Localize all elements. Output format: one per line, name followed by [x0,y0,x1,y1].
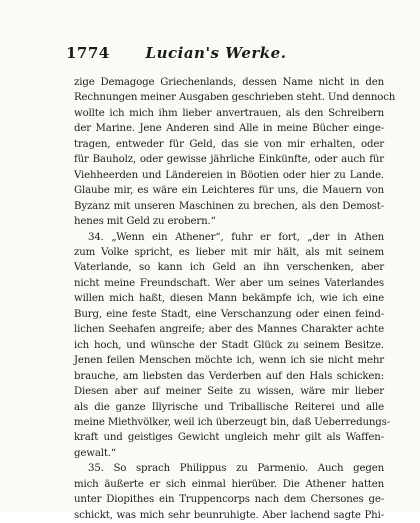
text-line: Viehheerden und Ländereien in Böotien oder hier zu Lande. [74,169,384,181]
text-line: unter Diopithes ein Truppencorps nach dem Chersones ge- [74,494,384,506]
text-line: nicht meine Freundschaft. Wer aber um seines Vaterlandes [74,277,384,289]
page-number: 1774 [66,44,110,62]
text-line: für Bauholz, oder gewisse jährliche Einkünfte, oder auch für [74,154,384,166]
text-line: Diesen aber auf meiner Seite zu wissen, wäre mir lieber [74,386,384,398]
text-line: Glaube mir, es wäre ein Leichteres für uns, die Mauern von [74,185,384,197]
text-line: der Marine. Jene Anderen sind Alle in meine Bücher einge- [74,123,384,135]
running-title: Lucian's Werke. [145,44,287,62]
text-line: mich äußerte er sich einmal hierüber. Die Athener hatten [74,478,384,490]
paragraph-35 [74,461,384,523]
text-line: Byzanz mit unseren Maschinen zu brechen, als den Demost- [74,200,384,212]
paragraph-34 [74,230,391,462]
text-line: lichen Seehafen angreife; aber des Mannes Charakter achte [74,324,384,336]
text-line: meine Miethvölker, weil ich überzeugt bin, daß Ueberredungs- [74,416,391,428]
text-line: brauche, am liebsten das Verderben auf den Hals schicken: [74,370,384,382]
text-line: zum Volke spricht, es lieber mit mir hält, als mit seinem [74,246,384,258]
text-line: tragen, entweder für Geld, das sie von mir erhalten, oder [74,138,384,150]
page-header [66,44,366,66]
text-line: Burg, eine feste Stadt, eine Verschanzung oder einen feind- [74,308,384,320]
text-line: wollte ich mich ihm lieber anvertrauen, als den Schreibern [74,107,384,119]
text-line: kraft und geistiges Gewicht ungleich mehr gilt als Waffen- [74,432,384,444]
text-line: schickt, was mich sehr beunruhigte. Aber lachend sagte Phi- [74,509,384,521]
text-line: willen mich haßt, diesen Mann bekämpfe ich, wie ich eine [74,293,384,305]
text-line: gewalt.“ [74,447,116,459]
text-line: 34. „Wenn ein Athener“, fuhr er fort, „der in Athen [88,231,384,243]
body-text [74,75,396,523]
text-line: als die ganze Illyrische und Triballische Reiterei und alle [74,401,384,413]
text-line: Rechnungen meiner Ausgaben geschrieben steht. Und dennoch [74,92,396,104]
text-line: zige Demagoge Griechenlands, dessen Name nicht in den [74,77,384,88]
text-line: ich hoch, und wünsche der Stadt Glück zu seinem Besitze. [74,339,384,351]
text-line: Jenen feilen Menschen möchte ich, wenn ich sie nicht mehr [74,355,384,367]
text-line: Vaterlande, so kann ich Geld an ihn verschenken, aber [74,262,384,274]
text-line: henes mit Geld zu erobern.“ [74,216,216,228]
paragraph-continued [74,75,396,230]
text-line: 35. So sprach Philippus zu Parmenio. Auch gegen [88,463,384,475]
